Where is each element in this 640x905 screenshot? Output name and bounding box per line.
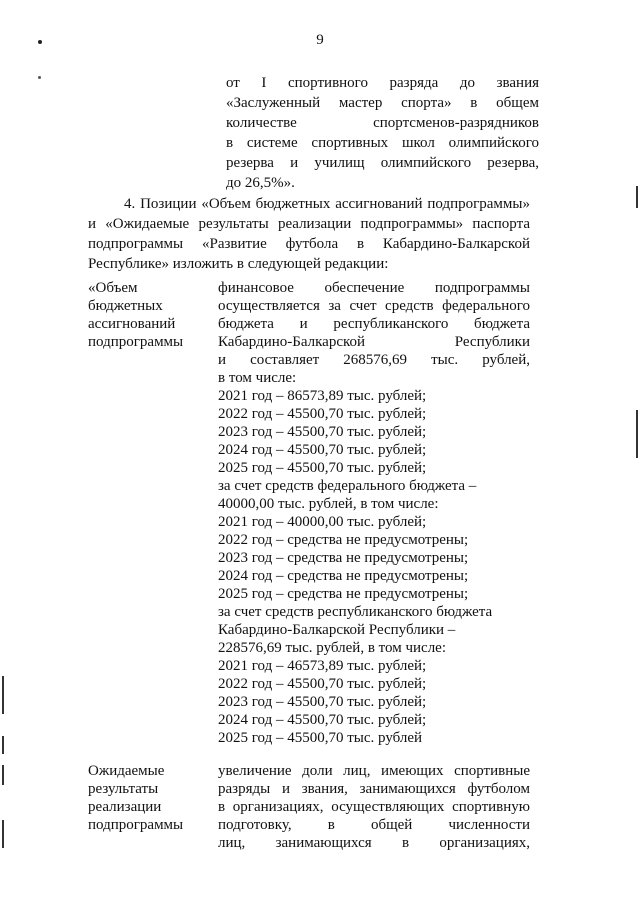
- budget-line: Кабардино-Балкарской Республики: [218, 334, 530, 350]
- budget-line: 2021 год – 46573,89 тыс. рублей;: [218, 658, 427, 674]
- budget-line: 2021 год – 86573,89 тыс. рублей;: [218, 388, 427, 404]
- budget-line: 2023 год – 45500,70 тыс. рублей;: [218, 694, 427, 710]
- scan-edge-mark: [2, 676, 4, 714]
- scan-edge-mark: [636, 186, 638, 208]
- scan-edge-mark: [2, 820, 4, 848]
- budget-line: бюджета и республиканского бюджета: [218, 316, 530, 332]
- label-line: подпрограммы: [88, 817, 184, 833]
- scan-edge-mark: [2, 765, 4, 785]
- budget-line: в том числе:: [218, 370, 297, 386]
- budget-line: 2025 год – 45500,70 тыс. рублей: [218, 730, 423, 746]
- scan-edge-mark: [636, 410, 638, 458]
- budget-line: 40000,00 тыс. рублей, в том числе:: [218, 496, 439, 512]
- intro-line: в системе спортивных школ олимпийского: [226, 135, 539, 151]
- budget-line: 2025 год – 45500,70 тыс. рублей;: [218, 460, 427, 476]
- paragraph-line: и «Ожидаемые результаты реализации подпрограммы» паспорта: [88, 216, 530, 232]
- intro-line: резерва и училищ олимпийского резерва,: [226, 155, 539, 171]
- page-number: 9: [316, 32, 324, 48]
- label-line: результаты: [88, 781, 159, 797]
- label-line: подпрограммы: [88, 334, 184, 350]
- budget-line: Кабардино-Балкарской Республики –: [218, 622, 456, 638]
- budget-line: финансовое обеспечение подпрограммы: [218, 280, 530, 296]
- results-line: подготовку, в общей численности: [218, 817, 530, 833]
- label-line: ассигнований: [88, 316, 176, 332]
- intro-line: от I спортивного разряда до звания: [226, 75, 539, 91]
- scan-dot: [38, 40, 42, 44]
- budget-line: за счет средств федерального бюджета –: [218, 478, 477, 494]
- scan-dot: [38, 76, 41, 79]
- budget-line: 2022 год – 45500,70 тыс. рублей;: [218, 406, 427, 422]
- intro-line: «Заслуженный мастер спорта» в общем: [226, 95, 539, 111]
- label-line: «Объем: [88, 280, 138, 296]
- budget-line: 2022 год – 45500,70 тыс. рублей;: [218, 676, 427, 692]
- paragraph-line: подпрограммы «Развитие футбола в Кабардино-Балкарской: [88, 236, 530, 252]
- intro-line: количестве спортсменов-разрядников: [226, 115, 539, 131]
- scan-edge-mark: [2, 736, 4, 754]
- results-line: лиц, занимающихся в организациях,: [218, 835, 530, 851]
- budget-line: 228576,69 тыс. рублей, в том числе:: [218, 640, 447, 656]
- budget-line: 2025 год – средства не предусмотрены;: [218, 586, 469, 602]
- intro-line: до 26,5%».: [226, 175, 295, 191]
- paragraph-line: Республике» изложить в следующей редакции:: [88, 256, 389, 272]
- budget-line: 2024 год – 45500,70 тыс. рублей;: [218, 712, 427, 728]
- budget-line: 2023 год – 45500,70 тыс. рублей;: [218, 424, 427, 440]
- budget-line: за счет средств республиканского бюджета: [218, 604, 493, 620]
- budget-line: 2022 год – средства не предусмотрены;: [218, 532, 469, 548]
- label-line: Ожидаемые: [88, 763, 165, 779]
- budget-line: и составляет 268576,69 тыс. рублей,: [218, 352, 530, 368]
- results-line: разряды и звания, занимающихся футболом: [218, 781, 530, 797]
- budget-line: 2024 год – средства не предусмотрены;: [218, 568, 469, 584]
- budget-line: 2023 год – средства не предусмотрены;: [218, 550, 469, 566]
- budget-line: осуществляется за счет средств федерального: [218, 298, 530, 314]
- results-line: в организациях, осуществляющих спортивную: [218, 799, 530, 815]
- label-line: реализации: [88, 799, 162, 815]
- paragraph-line: 4. Позиции «Объем бюджетных ассигнований подпрограммы»: [124, 196, 530, 212]
- results-line: увеличение доли лиц, имеющих спортивные: [218, 763, 530, 779]
- budget-line: 2024 год – 45500,70 тыс. рублей;: [218, 442, 427, 458]
- label-line: бюджетных: [88, 298, 163, 314]
- budget-line: 2021 год – 40000,00 тыс. рублей;: [218, 514, 427, 530]
